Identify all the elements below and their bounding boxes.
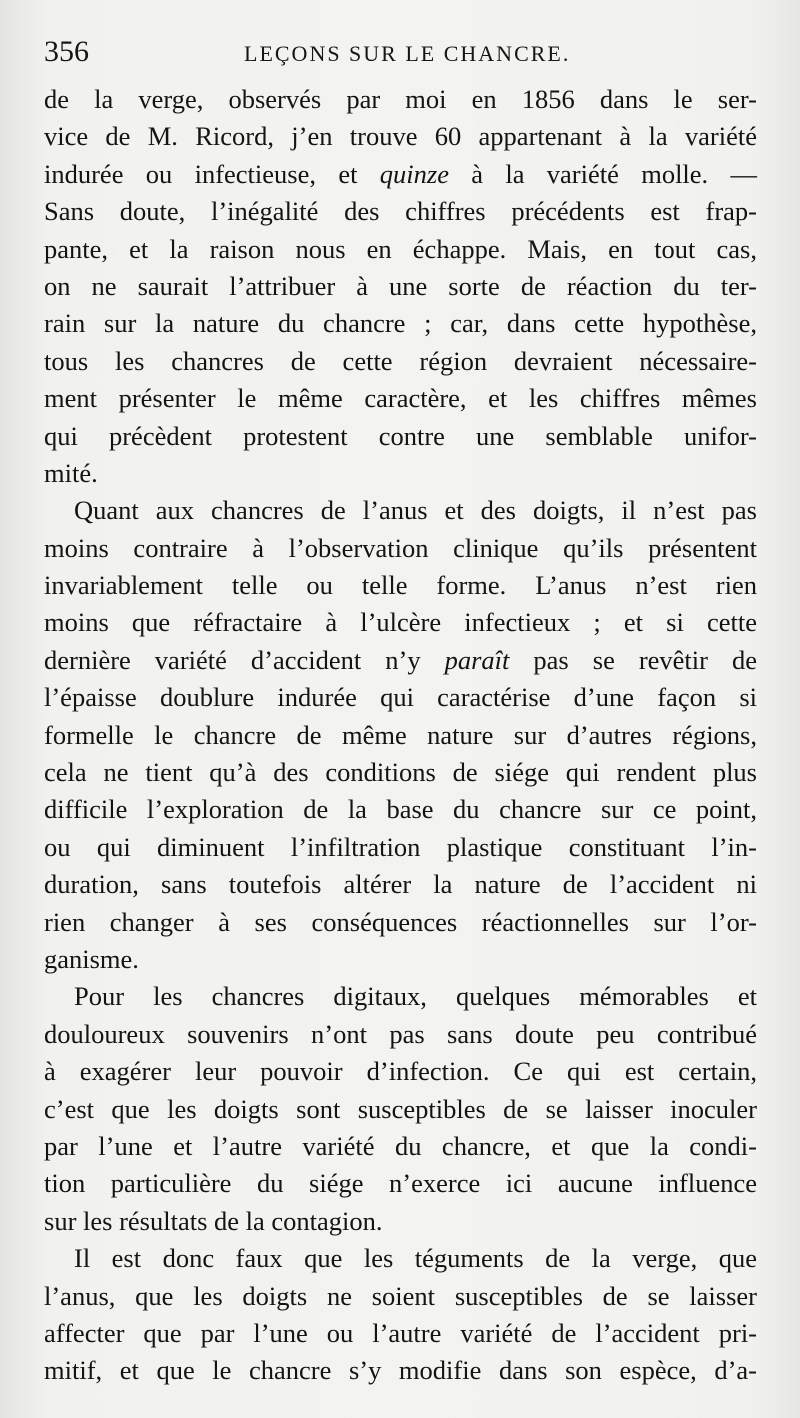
body-text <box>44 81 757 1390</box>
text-line: on ne saurait l’attribuer à une sorte de réaction du ter- <box>44 270 757 301</box>
running-title: LEÇONS SUR LE CHANCRE. <box>244 41 571 66</box>
text-line: moins contraire à l’observation clinique qu’ils présentent <box>44 532 757 563</box>
text-segment: pas se revêtir de <box>509 644 758 675</box>
text-line: moins que réfractaire à l’ulcère infectieux ; et si cette <box>44 607 757 638</box>
text-line: mité. <box>44 457 98 488</box>
text-line: rien changer à ses conséquences réactionnelles sur l’or- <box>44 906 757 937</box>
text-segment: à la variété molle. — <box>448 158 757 189</box>
text-line: tous les chancres de cette région devraient nécessaire- <box>44 345 757 376</box>
text-line: cela ne tient qu’à des conditions de siége qui rendent plus <box>44 757 757 788</box>
text-line: mitif, et que le chancre s’y modifie dans son espèce, d’a- <box>44 1355 757 1386</box>
text-line: douloureux souvenirs n’ont pas sans doute peu contribué <box>44 1018 757 1049</box>
text-line: l’épaisse doublure indurée qui caractérise d’une façon si <box>44 682 757 713</box>
text-line: rain sur la nature du chancre ; car, dans cette hypothèse, <box>44 308 757 339</box>
text-line: Pour les chancres digitaux, quelques mémorables et <box>74 981 757 1012</box>
text-line: qui précèdent protestent contre une semblable unifor- <box>44 420 757 451</box>
text-line: pante, et la raison nous en échappe. Mais, en tout cas, <box>44 233 757 264</box>
text-line: difficile l’exploration de la base du chancre sur ce point, <box>44 794 757 825</box>
italic-word: paraît <box>444 644 510 675</box>
text-line: Il est donc faux que les téguments de la verge, que <box>74 1243 757 1274</box>
text-line: affecter que par l’une ou l’autre variété de l’accident pri- <box>44 1317 757 1348</box>
text-line: ment présenter le même caractère, et les chiffres mêmes <box>44 383 757 414</box>
text-segment: indurée ou infectieuse, et <box>44 158 380 189</box>
text-line: formelle le chancre de même nature sur d’autres régions, <box>44 719 757 750</box>
text-line: ganisme. <box>44 943 139 974</box>
text-line: duration, sans toutefois altérer la nature de l’accident ni <box>44 869 757 900</box>
text-line: c’est que les doigts sont susceptibles de se laisser inoculer <box>44 1093 757 1124</box>
text-line: Quant aux chancres de l’anus et des doigts, il n’est pas <box>74 495 757 526</box>
page-header <box>44 32 756 72</box>
page-number: 356 <box>44 35 89 68</box>
text-line: ou qui diminuent l’infiltration plastique constituant l’in- <box>44 831 757 862</box>
text-line: tion particulière du siége n’exerce ici aucune influence <box>44 1168 757 1199</box>
text-line <box>44 642 757 679</box>
text-line: de la verge, observés par moi en 1856 dans le ser- <box>44 84 757 114</box>
text-line: à exagérer leur pouvoir d’infection. Ce qui est certain, <box>44 1056 757 1087</box>
text-line: invariablement telle ou telle forme. L’anus n’est rien <box>44 570 757 601</box>
text-line: l’anus, que les doigts ne soient susceptibles de se laisser <box>44 1280 757 1311</box>
text-line <box>44 156 757 193</box>
text-line: par l’une et l’autre variété du chancre, et que la condi- <box>44 1130 757 1161</box>
text-line: Sans doute, l’inégalité des chiffres précédents est frap- <box>44 196 757 227</box>
text-line: vice de M. Ricord, j’en trouve 60 appartenant à la variété <box>44 121 757 152</box>
text-line: sur les résultats de la contagion. <box>44 1205 383 1236</box>
text-segment: dernière variété d’accident n’y <box>44 644 445 675</box>
italic-word: quinze <box>379 158 449 189</box>
